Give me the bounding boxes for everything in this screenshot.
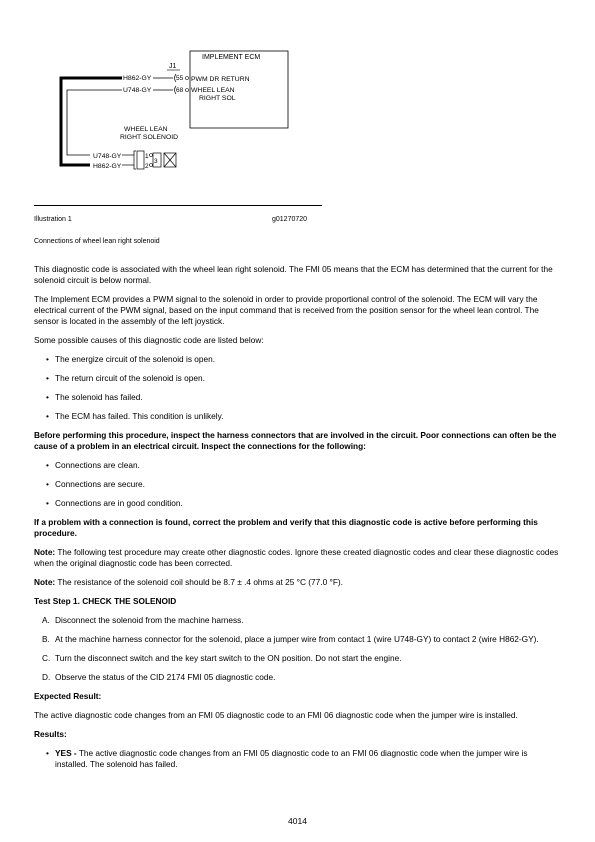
wire-label-u748-bottom: U748-GY bbox=[93, 153, 122, 160]
step-letter: C. bbox=[42, 653, 51, 663]
result-yes-text: The active diagnostic code changes from an FMI 05 diagnostic code to an FMI 06 diagnostic code when the jumper wire is installed. The solenoid has failed. bbox=[55, 748, 528, 769]
wheel-lean-label-2: RIGHT SOL bbox=[199, 95, 236, 102]
illustration-code: g01270720 bbox=[272, 216, 308, 223]
paragraph-inspect: Before performing this procedure, inspect the harness connectors that are involved in the circuit. Poor connections can often be the cause of a problem in an electrical circuit. Inspect the connections for the following: bbox=[34, 430, 557, 451]
wheel-lean-label-1: WHEEL LEAN bbox=[191, 87, 235, 94]
list-item: • Connections are secure. bbox=[34, 479, 562, 490]
list-item: • Connections are in good condition. bbox=[34, 498, 562, 509]
causes-list bbox=[34, 354, 562, 422]
paragraph-verify: If a problem with a connection is found, correct the problem and verify that this diagnostic code is active before performing this procedure. bbox=[34, 517, 538, 538]
note-2 bbox=[34, 577, 562, 588]
expected-result-title: Expected Result: bbox=[34, 691, 102, 701]
results-title: Results: bbox=[34, 729, 67, 739]
connector-label: J1 bbox=[169, 63, 177, 70]
wire-label-u748-top: U748-GY bbox=[123, 87, 152, 94]
pin-1: 1 bbox=[145, 153, 149, 160]
pwm-label: PWM DR RETURN bbox=[191, 76, 250, 83]
list-item bbox=[34, 748, 562, 770]
step-item bbox=[34, 615, 562, 626]
pin-55: 55 bbox=[176, 75, 184, 82]
step-letter: A. bbox=[42, 615, 50, 625]
note-2-label: Note: bbox=[34, 577, 56, 587]
note-1-text: The following test procedure may create other diagnostic codes. Ignore these created diagnostic codes and clear these diagnostic codes when the original diagnostic code has been corrected. bbox=[34, 547, 559, 568]
main-content bbox=[34, 264, 562, 778]
page-number: 4014 bbox=[288, 816, 307, 826]
illustration-rule bbox=[34, 205, 322, 206]
list-item: • The solenoid has failed. bbox=[34, 392, 562, 403]
note-1-label: Note: bbox=[34, 547, 56, 557]
step-text: Disconnect the solenoid from the machine harness. bbox=[55, 615, 244, 625]
pin-2: 2 bbox=[145, 163, 149, 170]
harness-wire-inner bbox=[67, 90, 122, 155]
pin-3: 3 bbox=[154, 158, 158, 165]
solenoid-label-2: RIGHT SOLENOID bbox=[120, 134, 179, 141]
list-item: • The return circuit of the solenoid is open. bbox=[34, 373, 562, 384]
step-letter: D. bbox=[42, 672, 51, 682]
pin-68: 68 bbox=[176, 87, 184, 94]
note-1 bbox=[34, 547, 562, 569]
ecm-title: IMPLEMENT ECM bbox=[202, 54, 261, 61]
wire-label-h862-bottom: H862-GY bbox=[93, 163, 122, 170]
step-item bbox=[34, 634, 562, 645]
checks-list bbox=[34, 460, 562, 509]
step-item bbox=[34, 672, 562, 683]
paragraph-causes-intro: Some possible causes of this diagnostic code are listed below: bbox=[34, 335, 264, 345]
step-text: At the machine harness connector for the solenoid, place a jumper wire from contact 1 (wire U748-GY) to contact 2 (wire H862-GY). bbox=[55, 634, 539, 644]
results-list bbox=[34, 748, 562, 770]
solenoid-label-1: WHEEL LEAN bbox=[124, 126, 168, 133]
harness-wire bbox=[61, 78, 122, 165]
illustration-label: Illustration 1 bbox=[34, 216, 72, 223]
paragraph-pwm: The Implement ECM provides a PWM signal to the solenoid in order to provide proportional control of the solenoid. The ECM will vary the electrical current of the PWM signal, based on the input command that is received from the position sensor for the wheel lean control. The sensor is located in the assembly of the left joystick. bbox=[34, 294, 539, 326]
steps-list bbox=[34, 615, 562, 683]
illustration-caption: Connections of wheel lean right solenoid bbox=[34, 238, 160, 245]
note-2-text: The resistance of the solenoid coil should be 8.7 ± .4 ohms at 25 °C (77.0 °F). bbox=[55, 577, 343, 587]
wire-label-h862-top: H862-GY bbox=[123, 75, 152, 82]
result-yes-label: YES - bbox=[55, 748, 77, 758]
step-text: Observe the status of the CID 2174 FMI 05 diagnostic code. bbox=[55, 672, 276, 682]
wiring-diagram bbox=[30, 40, 300, 180]
list-item: • The ECM has failed. This condition is unlikely. bbox=[34, 411, 562, 422]
list-item: • Connections are clean. bbox=[34, 460, 562, 471]
expected-result-text: The active diagnostic code changes from an FMI 05 diagnostic code to an FMI 06 diagnostic code when the jumper wire is installed. bbox=[34, 710, 518, 720]
step-item bbox=[34, 653, 562, 664]
test-step-title: Test Step 1. CHECK THE SOLENOID bbox=[34, 596, 177, 606]
list-item: • The energize circuit of the solenoid is open. bbox=[34, 354, 562, 365]
step-letter: B. bbox=[42, 634, 50, 644]
step-text: Turn the disconnect switch and the key start switch to the ON position. Do not start the engine. bbox=[55, 653, 402, 663]
paragraph-intro: This diagnostic code is associated with the wheel lean right solenoid. The FMI 05 means that the ECM has determined that the current for the solenoid circuit is below normal. bbox=[34, 264, 553, 285]
